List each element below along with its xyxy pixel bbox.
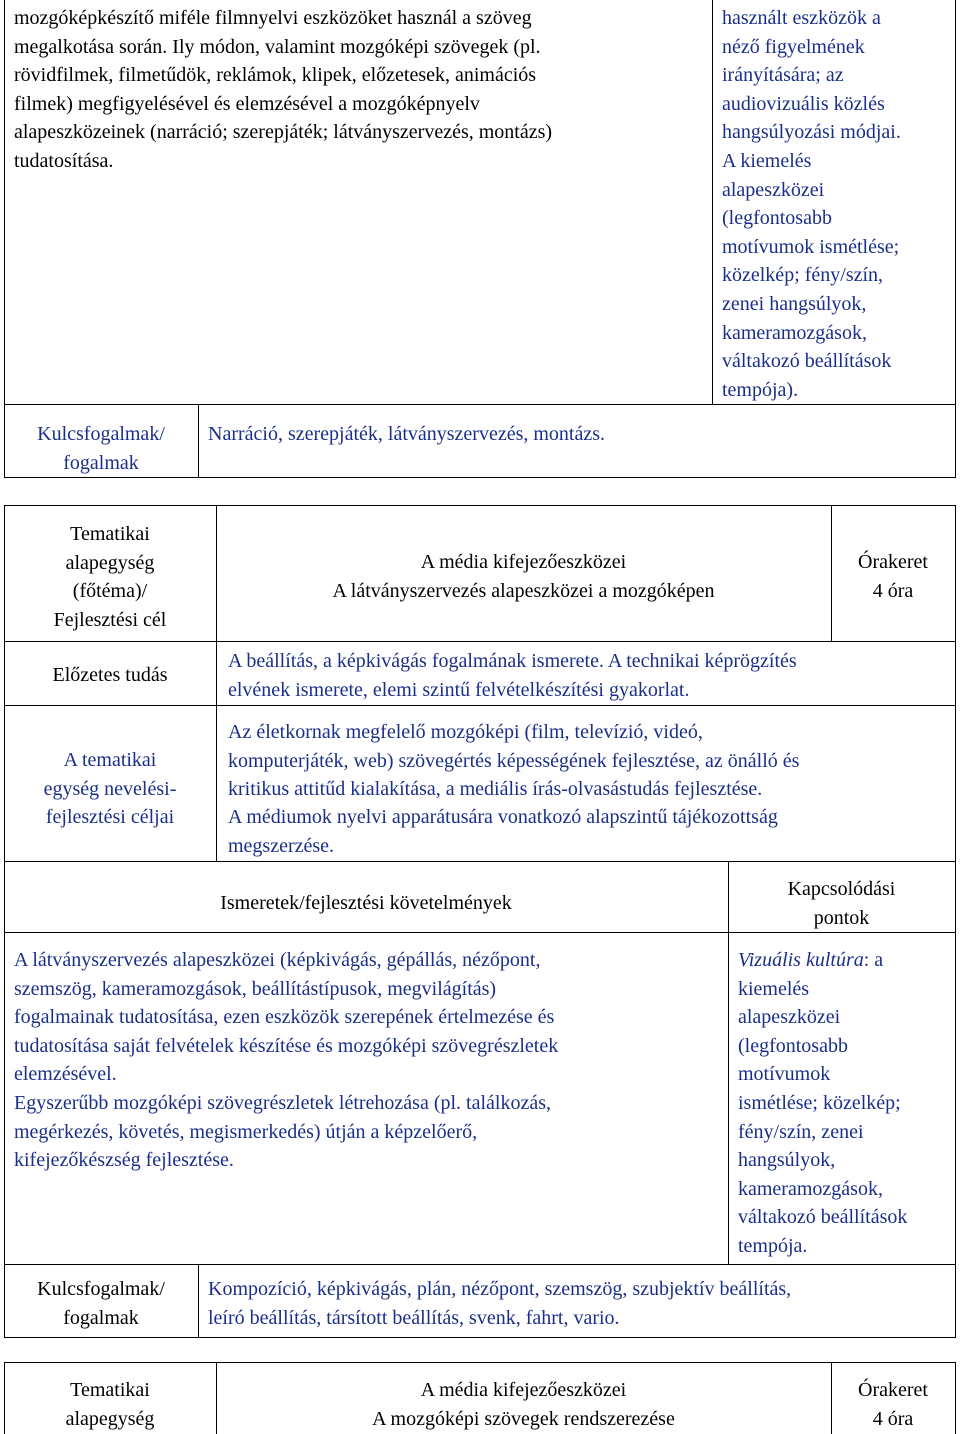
emphasis-text: A kiemelés alapeszközei (legfontosabb motívumok ismétlése; közelkép; fény/szín, zenei hangsúlyok, kameramozgások, váltakozó beállítások tempója). — [722, 150, 900, 401]
subject-suffix: : a — [863, 949, 884, 971]
unit-title-3-line-2: A mozgóképi szövegek rendszerezése — [372, 1407, 675, 1430]
goals-label: A tematikai egység nevelési- fejlesztési céljai — [43, 749, 177, 829]
goals-value-1: Az életkornak megfelelő mozgóképi (film, televízió, videó, komputerjáték, web) szövegértés képességének fejlesztése, az önálló és kritikus attitűd kialakítása, a mediális írás-olvasástudás fejlesztése. — [228, 721, 800, 801]
prior-knowledge-value: A beállítás, a képkivágás fogalmának ismerete. A technikai képrögzítés elvének ismerete, elemi szintű felvételkészítési gyakorlat. — [228, 650, 797, 701]
connections-text — [738, 946, 953, 1261]
unit-title — [216, 548, 831, 605]
keywords-value-2: Kompozíció, képkivágás, plán, nézőpont, szemszög, szubjektív beállítás, leíró beállítás, társított beállítás, svenk, fahrt, vario. — [208, 1278, 792, 1329]
unit-title-line-2: A látványszervezés alapeszközei a mozgóképen — [332, 579, 715, 602]
hours-label: Órakeret — [858, 551, 928, 573]
hours — [831, 548, 955, 605]
requirements-text-1: A látványszervezés alapeszközei (képkivágás, gépállás, nézőpont, szemszög, kameramozgások, beállítástípusok, megvilágítás) fogalmainak tudatosítása, ezen eszközök szerepének értelmezése és tudatosítása saját felvételek készítése és mozgóképi szövegrészletek elemzésével. — [14, 949, 559, 1086]
hours-label-3: Órakeret — [858, 1379, 928, 1401]
unit-title-3 — [216, 1376, 831, 1433]
requirements-header: Ismeretek/fejlesztési követelmények — [220, 892, 512, 914]
subject-name: Vizuális kultúra — [738, 949, 864, 971]
unit-label: Tematikai alapegység (főtéma)/ Fejlesztési cél — [53, 523, 167, 631]
connections-first-line — [738, 946, 953, 975]
unit-title-3-line-1: A média kifejezőeszközei — [420, 1379, 627, 1401]
keywords-value: Narráció, szerepjáték, látványszervezés, montázs. — [208, 423, 606, 445]
hours-value: 4 óra — [872, 579, 914, 602]
unit-label-3: Tematikai alapegység — [65, 1379, 155, 1430]
devices-text: használt eszközök a néző figyelmének irányítására; az audiovizuális közlés hangsúlyozási módjai. — [722, 7, 901, 144]
goals-value-2: A médiumok nyelvi apparátusára vonatkozó alapszintű tájékozottság megszerzése. — [228, 806, 778, 857]
connections-body: kiemelés alapeszközei (legfontosabb motívumok ismétlése; közelkép; fény/szín, zenei hangsúlyok, kameramozgások, váltakozó beállítások tempója. — [738, 977, 908, 1257]
hours-value-3: 4 óra — [872, 1407, 914, 1430]
keywords-label: Kulcsfogalmak/ fogalmak — [37, 423, 165, 474]
unit-title-line-1: A média kifejezőeszközei — [420, 551, 627, 573]
requirements-text-2: Egyszerűbb mozgóképi szövegrészletek létrehozása (pl. találkozás, megérkezés, követés, megismerkedés) útján a képzelőerő, kifejezőkészség fejlesztése. — [14, 1092, 552, 1172]
connections-header: Kapcsolódási pontok — [787, 878, 896, 929]
content-text: mozgóképkészítő miféle filmnyelvi eszközöket használ a szöveg megalkotása során. Ily módon, valamint mozgóképi szövegek (pl. rövidfilmek, filmetűdök, reklámok, klipek, előzetesek, animációs filmek) megfigyelésével és elemzésével a mozgóképnyelv alapeszközeinek (narráció; szerepjáték; látványszervezés, montázs) tudatosítása. — [14, 7, 553, 172]
hours-3 — [831, 1376, 955, 1433]
keywords-label-2: Kulcsfogalmak/ fogalmak — [37, 1278, 165, 1329]
prior-knowledge-label: Előzetes tudás — [52, 664, 168, 686]
